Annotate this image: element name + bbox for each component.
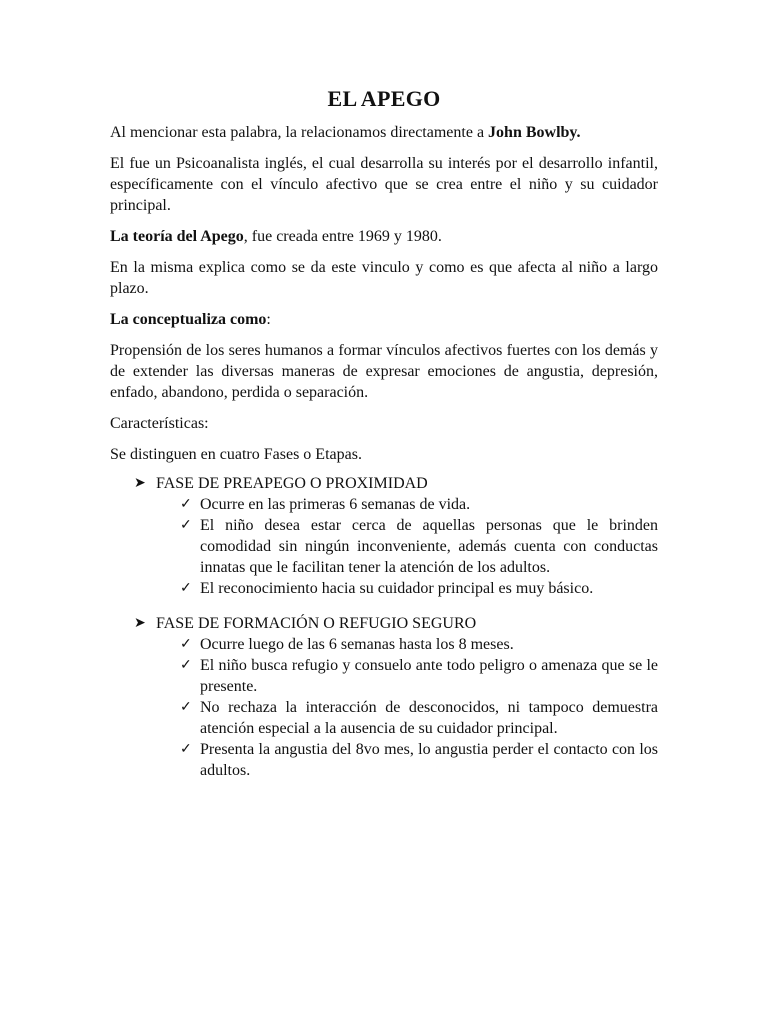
checkmark-icon: ✓ xyxy=(180,581,192,596)
arrowhead-bullet-icon: ➤ xyxy=(134,476,146,491)
phase-section-2 xyxy=(110,613,658,781)
list-item-text: El reconocimiento hacia su cuidador principal es muy básico. xyxy=(200,580,594,597)
list-item-text: Ocurre luego de las 6 semanas hasta los 8 meses. xyxy=(200,636,514,653)
phases-intro: Se distinguen en cuatro Fases o Etapas. xyxy=(110,446,362,463)
phase-section-1 xyxy=(110,473,658,599)
list-item xyxy=(180,739,658,781)
page-title: EL APEGO xyxy=(327,86,441,111)
concept-colon: : xyxy=(266,311,271,328)
list-item-text: El niño busca refugio y consuelo ante todo peligro o amenaza que se le presente. xyxy=(200,657,658,695)
list-item-text: Ocurre en las primeras 6 semanas de vida. xyxy=(200,496,471,513)
explains-paragraph: En la misma explica como se da este vinculo y como es que afecta al niño a largo plazo. xyxy=(110,259,658,297)
characteristics-label: Características: xyxy=(110,415,209,432)
checkmark-icon: ✓ xyxy=(180,658,192,673)
list-item xyxy=(180,515,658,578)
concept-label: La conceptualiza como xyxy=(110,311,267,328)
checkmark-icon: ✓ xyxy=(180,637,192,652)
checkmark-icon: ✓ xyxy=(180,497,192,512)
list-item xyxy=(180,634,658,655)
definition-paragraph: Propensión de los seres humanos a formar vínculos afectivos fuertes con los demás y de extender las diversas maneras de expresar emociones de angustia, depresión, enfado, abandono, perdida o separación. xyxy=(110,342,658,401)
bowlby-paragraph: El fue un Psicoanalista inglés, el cual desarrolla su interés por el desarrollo infantil, específicamente con el vínculo afectivo que se crea entre el niño y su cuidador principal. xyxy=(110,155,658,214)
intro-text: Al mencionar esta palabra, la relacionamos directamente a xyxy=(110,124,489,141)
arrowhead-bullet-icon: ➤ xyxy=(134,616,146,631)
document-body xyxy=(110,86,658,781)
phase-items xyxy=(110,634,658,781)
phase-heading xyxy=(110,613,658,634)
checkmark-icon: ✓ xyxy=(180,518,192,533)
phase-items xyxy=(110,494,658,599)
phase-title: FASE DE FORMACIÓN O REFUGIO SEGURO xyxy=(156,615,477,632)
theory-name: La teoría del Apego xyxy=(110,228,244,245)
author-name: John Bowlby. xyxy=(488,124,581,141)
intro-paragraph xyxy=(110,122,658,143)
list-item xyxy=(180,697,658,739)
list-item-text: No rechaza la interacción de desconocidos, ni tampoco demuestra atención especial a la ausencia de su cuidador principal. xyxy=(200,699,658,737)
checkmark-icon: ✓ xyxy=(180,700,192,715)
section-gap xyxy=(110,599,658,613)
list-item xyxy=(180,655,658,697)
list-item-text: Presenta la angustia del 8vo mes, lo angustia perder el contacto con los adultos. xyxy=(200,741,658,779)
checkmark-icon: ✓ xyxy=(180,742,192,757)
phase-title: FASE DE PREAPEGO O PROXIMIDAD xyxy=(156,475,428,492)
theory-text: , fue creada entre 1969 y 1980. xyxy=(243,228,442,245)
phase-heading xyxy=(110,473,658,494)
concept-paragraph xyxy=(110,309,658,330)
theory-paragraph xyxy=(110,226,658,247)
list-item xyxy=(180,494,658,515)
list-item-text: El niño desea estar cerca de aquellas personas que le brinden comodidad sin ningún inconveniente, además cuenta con conductas innatas que le facilitan tener la atención de los adultos. xyxy=(200,517,658,576)
list-item xyxy=(180,578,658,599)
